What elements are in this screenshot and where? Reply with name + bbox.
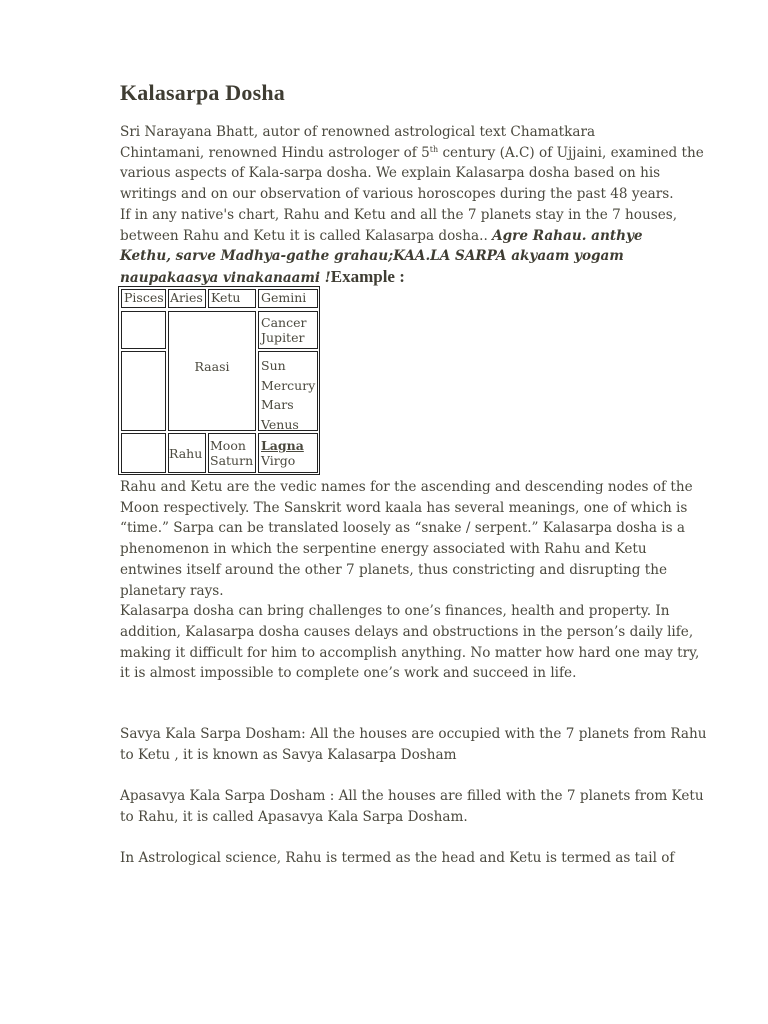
chart-cell-ketu: Ketu <box>208 289 256 308</box>
chart-cell-virgo: Lagna Virgo <box>258 433 318 473</box>
chart-cell-leo: Sun Mercury Mars Venus <box>258 351 318 431</box>
para-line: Kalasarpa dosha can bring challenges to one’s finances, health and property. In <box>120 603 670 620</box>
chart-cell-scorpio: Rahu <box>168 433 206 473</box>
para-line: making it difficult for him to accomplish anything. No matter how hard one may try, <box>120 644 700 661</box>
page-title: Kalasarpa Dosha <box>120 80 285 105</box>
para-line: addition, Kalasarpa dosha causes delays and obstructions in the person’s daily life, <box>120 623 694 640</box>
raasi-chart <box>118 286 320 475</box>
chart-cell-cancer: Cancer Jupiter <box>258 311 318 349</box>
para-line: entwines itself around the other 7 planets, thus constricting and disrupting the <box>120 561 668 578</box>
intro-line: If in any native's chart, Rahu and Ketu and all the 7 planets stay in the 7 houses, <box>120 206 678 223</box>
intro-line: Chintamani, renowned Hindu astrologer of 5th century (A.C) of Ujjaini, examined the <box>120 144 704 161</box>
paragraph-head-tail <box>120 848 674 869</box>
intro-line: various aspects of Kala-sarpa dosha. We explain Kalasarpa dosha based on his <box>120 165 661 182</box>
intro-line: Kethu, sarve Madhya-gathe grahau;KAA.LA SARPA akyaam yogam <box>120 248 624 265</box>
para-line: Apasavya Kala Sarpa Dosham : All the houses are filled with the 7 planets from Ketu <box>120 788 704 804</box>
intro-line: between Rahu and Ketu it is called Kalasarpa dosha.. Agre Rahau. anthye <box>120 227 643 244</box>
para-line: Moon respectively. The Sanskrit word kaala has several meanings, one of which is <box>120 499 688 516</box>
para-line: to Ketu , it is known as Savya Kalasarpa Dosham <box>120 746 457 763</box>
example-heading: Example : <box>330 266 405 286</box>
para-line: it is almost impossible to complete one’s work and succeed in life. <box>120 665 577 682</box>
chart-cell-capricorn <box>121 351 166 431</box>
intro-line: naupakaasya vinakanaami !Example : <box>120 266 405 286</box>
chart-cell-libra: Moon Saturn <box>208 433 256 473</box>
intro-line: writings and on our observation of various horoscopes during the past 48 years. <box>120 186 674 203</box>
intro-line: Sri Narayana Bhatt, autor of renowned astrological text Chamatkara <box>120 124 596 140</box>
paragraph-apasavya <box>120 786 704 827</box>
para-line: “time.” Sarpa can be translated loosely as “snake / serpent.” Kalasarpa dosha is a <box>120 520 686 537</box>
intro-paragraph <box>120 122 704 289</box>
para-line: planetary rays. <box>120 582 224 599</box>
chart-cell-aquarius <box>121 311 166 349</box>
chart-cell-gemini: Gemini <box>258 289 318 308</box>
para-line: In Astrological science, Rahu is termed as the head and Ketu is termed as tail of <box>120 850 675 866</box>
para-line: Rahu and Ketu are the vedic names for the ascending and descending nodes of the <box>120 479 693 495</box>
paragraph-vedic-names <box>120 477 699 684</box>
chart-cell-aries: Aries <box>168 289 206 308</box>
chart-center-raasi: Raasi <box>168 311 256 431</box>
paragraph-savya <box>120 724 707 765</box>
para-line: Savya Kala Sarpa Dosham: All the houses are occupied with the 7 planets from Rahu <box>120 726 707 742</box>
para-line: phenomenon in which the serpentine energy associated with Rahu and Ketu <box>120 541 647 558</box>
chart-cell-sagittarius <box>121 433 166 473</box>
chart-cell-pisces: Pisces <box>121 289 166 308</box>
para-line: to Rahu, it is called Apasavya Kala Sarpa Dosham. <box>120 808 468 825</box>
